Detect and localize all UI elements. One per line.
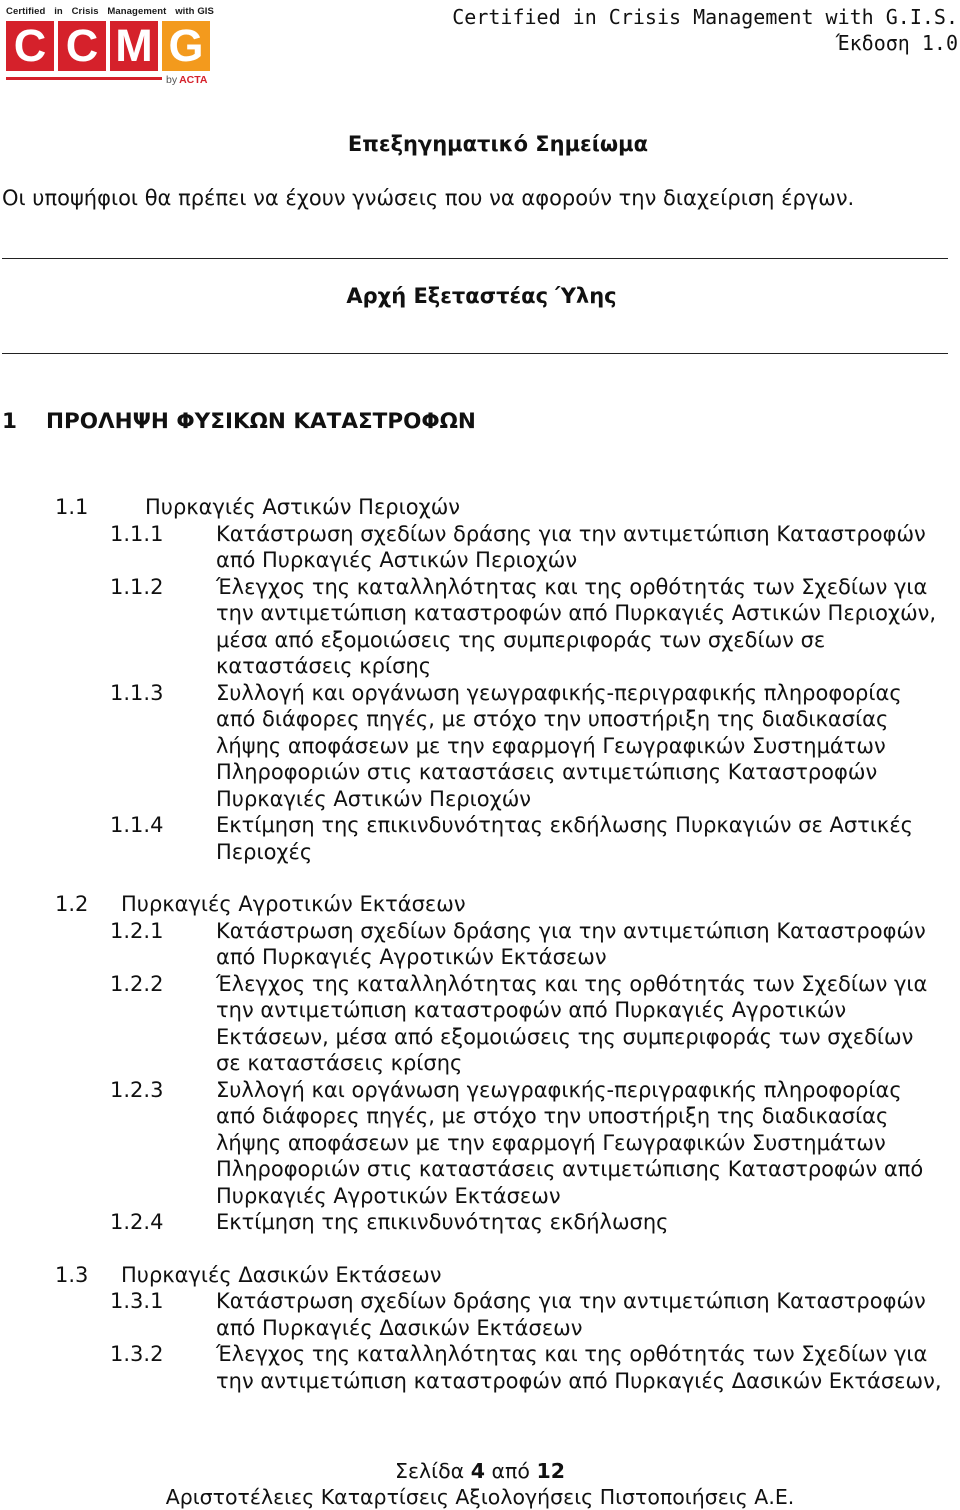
subsection-number: 1.3 xyxy=(55,1262,89,1287)
logo-by-prefix: by xyxy=(166,74,178,86)
subsection-heading xyxy=(0,494,960,521)
subsection-heading xyxy=(0,891,960,918)
syllabus-item-line: την αντιμετώπιση καταστροφών από Πυρκαγιές Αγροτικών xyxy=(216,998,847,1022)
subsection-number: 1.2 xyxy=(55,892,89,916)
syllabus-item xyxy=(0,521,960,574)
syllabus-item-line: από Πυρκαγιές Αστικών Περιοχών xyxy=(216,548,578,572)
syllabus-outline xyxy=(0,494,960,1394)
syllabus-item-text xyxy=(216,812,960,865)
intro-paragraph: Οι υποψήφιοι θα πρέπει να έχουν γνώσεις που να αφορούν την διαχείριση έργων. xyxy=(2,186,855,210)
syllabus-item xyxy=(0,1288,960,1341)
syllabus-item xyxy=(0,680,960,813)
syllabus-item-number: 1.3.1 xyxy=(110,1289,164,1313)
logo-tagline-word: Certified xyxy=(6,6,46,17)
chapter-heading xyxy=(2,409,476,434)
logo-tile: C xyxy=(6,21,54,71)
section-gap xyxy=(0,1236,960,1262)
logo-tagline-word: Crisis xyxy=(71,6,99,17)
syllabus-item-line: Εκτάσεων, μέσα από εξομοιώσεις της συμπεριφοράς των σχεδίων xyxy=(216,1024,914,1049)
syllabus-item-line: Πυρκαγιές Αστικών Περιοχών xyxy=(216,786,532,811)
syllabus-item-text xyxy=(216,1209,960,1236)
syllabus-item-line: Περιοχές xyxy=(216,839,313,864)
company-name: Αριστοτέλειες Καταρτίσεις Αξιολογήσεις Πιστοποιήσεις Α.Ε. xyxy=(165,1485,795,1509)
logo-tile: M xyxy=(110,21,158,71)
subsection-heading xyxy=(0,1262,960,1289)
syllabus-item-number: 1.2.1 xyxy=(110,918,164,943)
subsection-number: 1.1 xyxy=(55,495,89,519)
syllabus-item xyxy=(0,812,960,865)
syllabus-item-line: καταστάσεις κρίσης xyxy=(216,654,432,678)
syllabus-item-text xyxy=(216,680,960,813)
document-header xyxy=(452,4,958,56)
section-gap xyxy=(0,865,960,891)
syllabus-item-number: 1.1.3 xyxy=(110,680,164,705)
subsection-title: Πυρκαγιές Αστικών Περιοχών xyxy=(145,495,461,519)
syllabus-item-line: από διάφορες πηγές, με στόχο την υποστήριξη της διαδικασίας xyxy=(216,1104,889,1128)
syllabus-item-line: Κατάστρωση σχεδίων δράσης για την αντιμετώπιση Καταστροφών xyxy=(216,521,926,546)
syllabus-item-number: 1.1.1 xyxy=(110,521,164,546)
ccmg-logo xyxy=(6,6,212,86)
logo-tile: G xyxy=(162,21,210,71)
logo-tagline-word: with GIS xyxy=(175,6,214,17)
syllabus-item xyxy=(0,1209,960,1236)
syllabus-item-line: Κατάστρωση σχεδίων δράσης για την αντιμετώπιση Καταστροφών xyxy=(216,1289,926,1313)
syllabus-item-text xyxy=(216,971,960,1077)
syllabus-item-text xyxy=(216,918,960,971)
syllabus-item-line: μέσα από εξομοιώσεις της συμπεριφοράς των σχεδίων σε xyxy=(216,627,826,652)
syllabus-item-line: από Πυρκαγιές Αγροτικών Εκτάσεων xyxy=(216,945,607,969)
syllabus-item-line: Πληροφοριών στις καταστάσεις αντιμετώπισης Καταστροφών xyxy=(216,760,878,784)
syllabus-item-line: λήψης αποφάσεων με την εφαρμογή Γεωγραφικών Συστημάτων xyxy=(216,1130,886,1155)
chapter-title: ΠΡΟΛΗΨΗ ΦΥΣΙΚΩΝ ΚΑΤΑΣΤΡΟΦΩΝ xyxy=(46,409,476,434)
syllabus-item-line: Εκτίμηση της επικινδυνότητας εκδήλωσης Πυρκαγιών σε Αστικές xyxy=(216,813,913,837)
syllabus-item-line: Συλλογή και οργάνωση γεωγραφικής-περιγραφικής πληροφορίας xyxy=(216,680,902,705)
horizontal-rule xyxy=(2,353,948,354)
syllabus-item-number: 1.1.2 xyxy=(110,574,164,599)
syllabus-item-text xyxy=(216,521,960,574)
page-label: Σελίδα xyxy=(395,1459,465,1483)
syllabus-item-line: λήψης αποφάσεων με την εφαρμογή Γεωγραφικών Συστημάτων xyxy=(216,733,886,758)
logo-tiles xyxy=(6,21,210,71)
page-footer xyxy=(0,1458,960,1510)
header-certification: Certified in Crisis Management with G.I.S. xyxy=(452,5,958,29)
syllabus-item-text xyxy=(216,1077,960,1210)
subsection-title: Πυρκαγιές Αγροτικών Εκτάσεων xyxy=(121,892,466,916)
logo-tagline-word: Management xyxy=(107,6,167,17)
syllabus-item xyxy=(0,1077,960,1210)
syllabus-item-line: από διάφορες πηγές, με στόχο την υποστήριξη της διαδικασίας xyxy=(216,707,889,731)
syllabus-item-text xyxy=(216,1288,960,1341)
syllabus-item xyxy=(0,1341,960,1394)
syllabus-item-line: Έλεγχος της καταλληλότητας και της ορθότητάς των Σχεδίων για xyxy=(216,574,928,599)
syllabus-item-line: Πυρκαγιές Αγροτικών Εκτάσεων xyxy=(216,1183,561,1208)
syllabus-item-line: Έλεγχος της καταλληλότητας και της ορθότητάς των Σχεδίων για xyxy=(216,971,928,996)
syllabus-item xyxy=(0,971,960,1077)
horizontal-rule xyxy=(2,258,948,259)
syllabus-item-line: την αντιμετώπιση καταστροφών από Πυρκαγιές Αστικών Περιοχών, xyxy=(216,601,937,625)
syllabus-item xyxy=(0,918,960,971)
page-current: 4 xyxy=(470,1459,485,1483)
logo-by-acta xyxy=(166,74,207,86)
page-total: 12 xyxy=(536,1459,565,1483)
logo-underline xyxy=(6,77,162,80)
syllabus-item-number: 1.2.4 xyxy=(110,1210,164,1234)
chapter-number: 1 xyxy=(2,409,17,434)
syllabus-item-number: 1.3.2 xyxy=(110,1342,164,1366)
syllabus-item-text xyxy=(216,574,960,680)
syllabus-item-text xyxy=(216,1341,960,1394)
syllabus-item-line: Εκτίμηση της επικινδυνότητας εκδήλωσης xyxy=(216,1210,669,1234)
syllabus-item-line: Συλλογή και οργάνωση γεωγραφικής-περιγραφικής πληροφορίας xyxy=(216,1077,902,1102)
logo-tagline-word: in xyxy=(54,6,63,17)
header-version: Έκδοση 1.0 xyxy=(837,31,958,55)
logo-tagline xyxy=(6,6,214,17)
syllabus-item-line: σε καταστάσεις κρίσης xyxy=(216,1051,463,1075)
logo-tile: C xyxy=(58,21,106,71)
page-of: από xyxy=(491,1459,530,1483)
section-heading: Αρχή Εξεταστέας Ύλης xyxy=(346,284,617,308)
syllabus-item-number: 1.2.3 xyxy=(110,1077,164,1102)
syllabus-item-number: 1.1.4 xyxy=(110,813,164,837)
syllabus-item-line: Πληροφοριών στις καταστάσεις αντιμετώπισης Καταστροφών από xyxy=(216,1157,924,1181)
syllabus-item-line: Έλεγχος της καταλληλότητας και της ορθότητάς των Σχεδίων για xyxy=(216,1342,928,1366)
syllabus-item-line: την αντιμετώπιση καταστροφών από Πυρκαγιές Δασικών Εκτάσεων, xyxy=(216,1368,942,1393)
syllabus-item-number: 1.2.2 xyxy=(110,971,164,996)
subsection-title: Πυρκαγιές Δασικών Εκτάσεων xyxy=(121,1262,442,1287)
syllabus-item-line: από Πυρκαγιές Δασικών Εκτάσεων xyxy=(216,1315,583,1340)
syllabus-item-line: Κατάστρωση σχεδίων δράσης για την αντιμετώπιση Καταστροφών xyxy=(216,918,926,943)
syllabus-item xyxy=(0,574,960,680)
page-number xyxy=(0,1458,960,1484)
logo-by-name: ACTA xyxy=(179,74,208,86)
document-title: Επεξηγηματικό Σημείωμα xyxy=(347,132,649,156)
